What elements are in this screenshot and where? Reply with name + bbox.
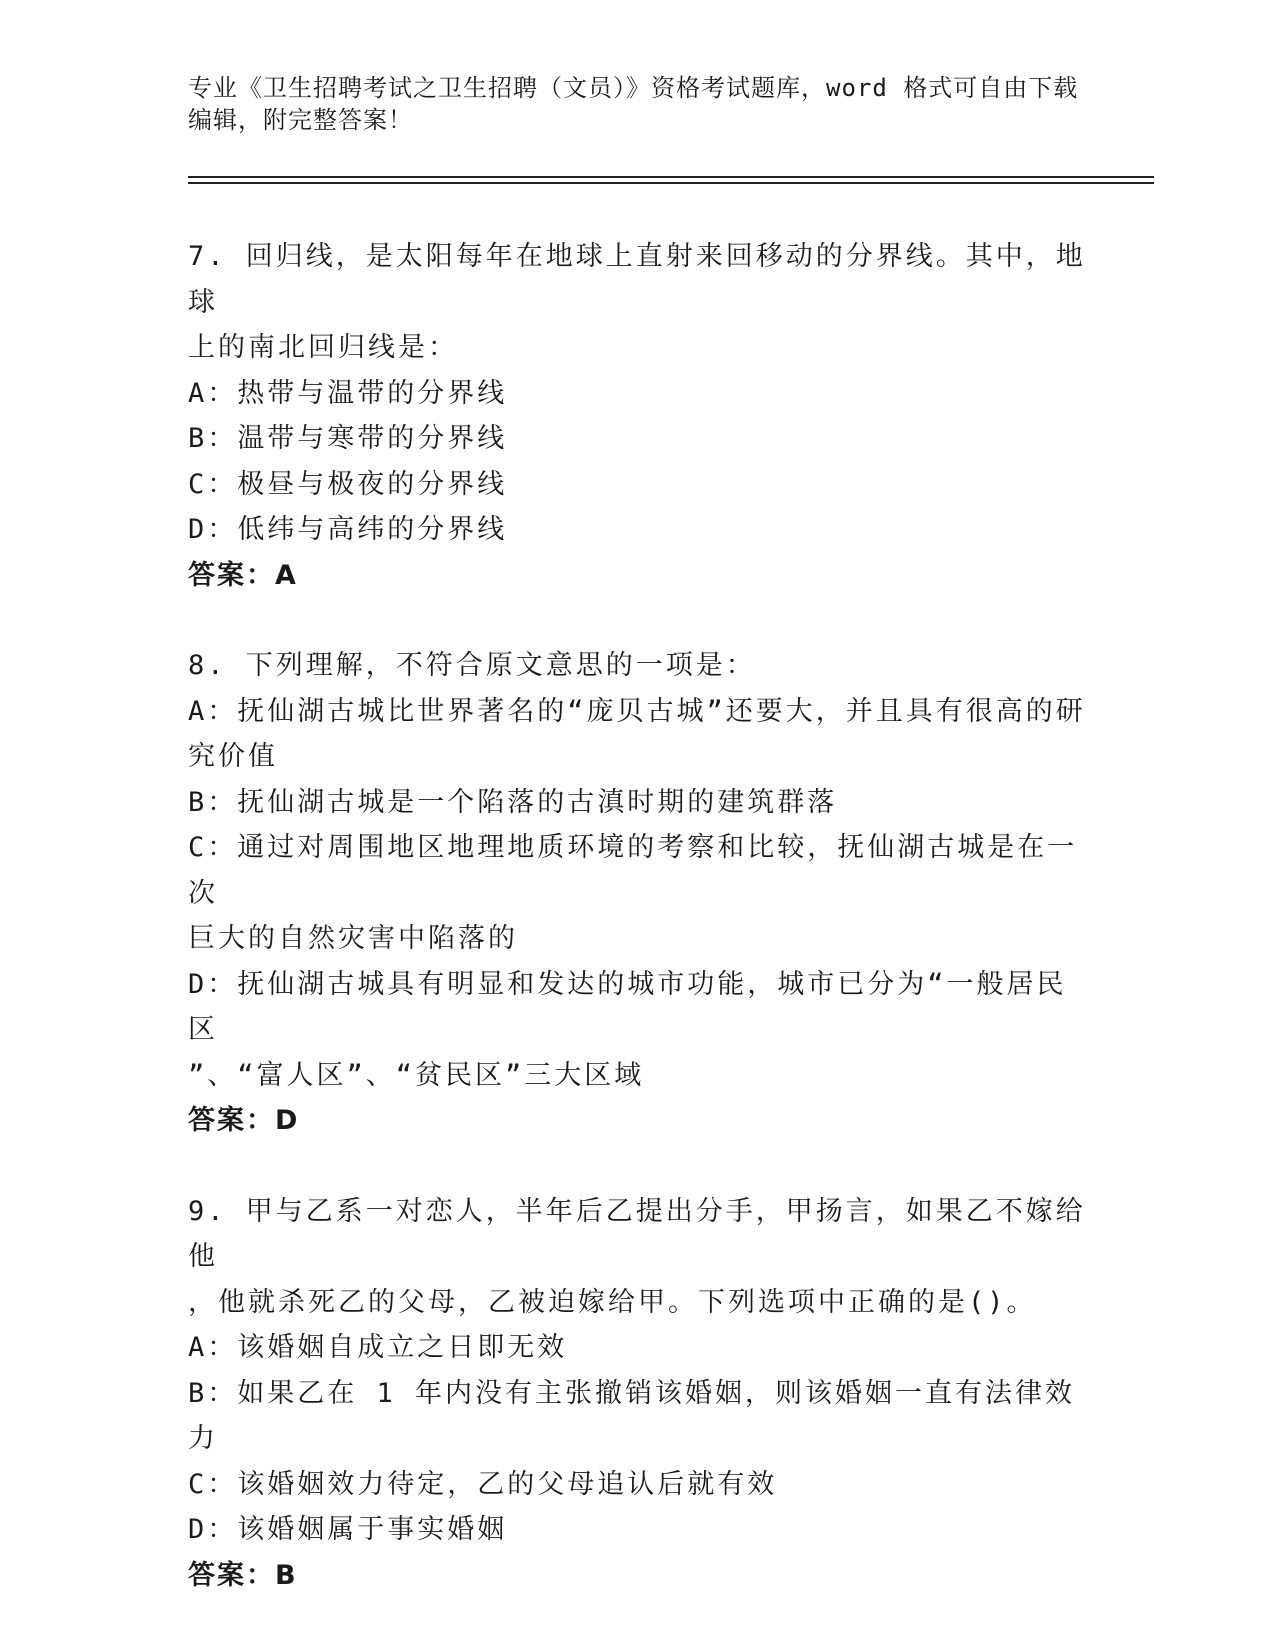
question-stem-line: 9. 甲与乙系一对恋人，半年后乙提出分手，甲扬言，如果乙不嫁给他: [188, 1195, 1086, 1272]
option-d: D：该婚姻属于事实婚姻: [188, 1514, 508, 1545]
option-c: C：通过对周围地区地理地质环境的考察和比较，抚仙湖古城是在一次: [188, 832, 1078, 909]
question-list: [188, 234, 1088, 1598]
answer-label: 答案：D: [188, 1105, 300, 1136]
answer-label: 答案：B: [188, 1559, 298, 1591]
option-a-continued: 究价值: [188, 741, 278, 772]
option-c: C：极昼与极夜的分界线: [188, 468, 508, 500]
question-8: [188, 643, 1088, 1144]
option-a: A：该婚姻自成立之日即无效: [188, 1332, 568, 1363]
question-stem-line: 上的南北回归线是：: [188, 332, 458, 363]
option-d-continued: ”、“富人区”、“贫民区”三大区域: [188, 1059, 645, 1091]
question-stem-line: 8. 下列理解，不符合原文意思的一项是：: [188, 650, 756, 681]
option-a: A：热带与温带的分界线: [188, 377, 508, 409]
question-stem-line: 7. 回归线，是太阳每年在地球上直射来回移动的分界线。其中，地球: [188, 241, 1086, 318]
option-b: B：抚仙湖古城是一个陷落的古滇时期的建筑群落: [188, 786, 838, 818]
option-d: D：低纬与高纬的分界线: [188, 514, 508, 545]
header-line-1: 专业《卫生招聘考试之卫生招聘（文员）》资格考试题库，word 格式可自由下载: [188, 74, 1079, 102]
question-9: [188, 1189, 1088, 1599]
option-c: C：该婚姻效力待定，乙的父母追认后就有效: [188, 1468, 778, 1500]
option-a: A：抚仙湖古城比世界著名的“庞贝古城”还要大，并且具有很高的研: [188, 695, 1086, 727]
option-d: D：抚仙湖古城具有明显和发达的城市功能，城市已分为“一般居民区: [188, 968, 1067, 1045]
option-c-continued: 巨大的自然灾害中陷落的: [188, 923, 518, 954]
answer-label: 答案：A: [188, 559, 298, 591]
document-header: [188, 72, 1088, 136]
header-divider-bottom: [188, 182, 1154, 184]
question-stem-line: ，他就杀死乙的父母，乙被迫嫁给甲。下列选项中正确的是()。: [188, 1286, 1037, 1318]
header-divider-top: [188, 176, 1154, 178]
header-line-2: 编辑，附完整答案！: [188, 106, 413, 134]
option-b: B：温带与寒带的分界线: [188, 423, 508, 454]
question-7: [188, 234, 1088, 598]
option-b: B：如果乙在 1 年内没有主张撤销该婚姻，则该婚姻一直有法律效力: [188, 1377, 1076, 1454]
